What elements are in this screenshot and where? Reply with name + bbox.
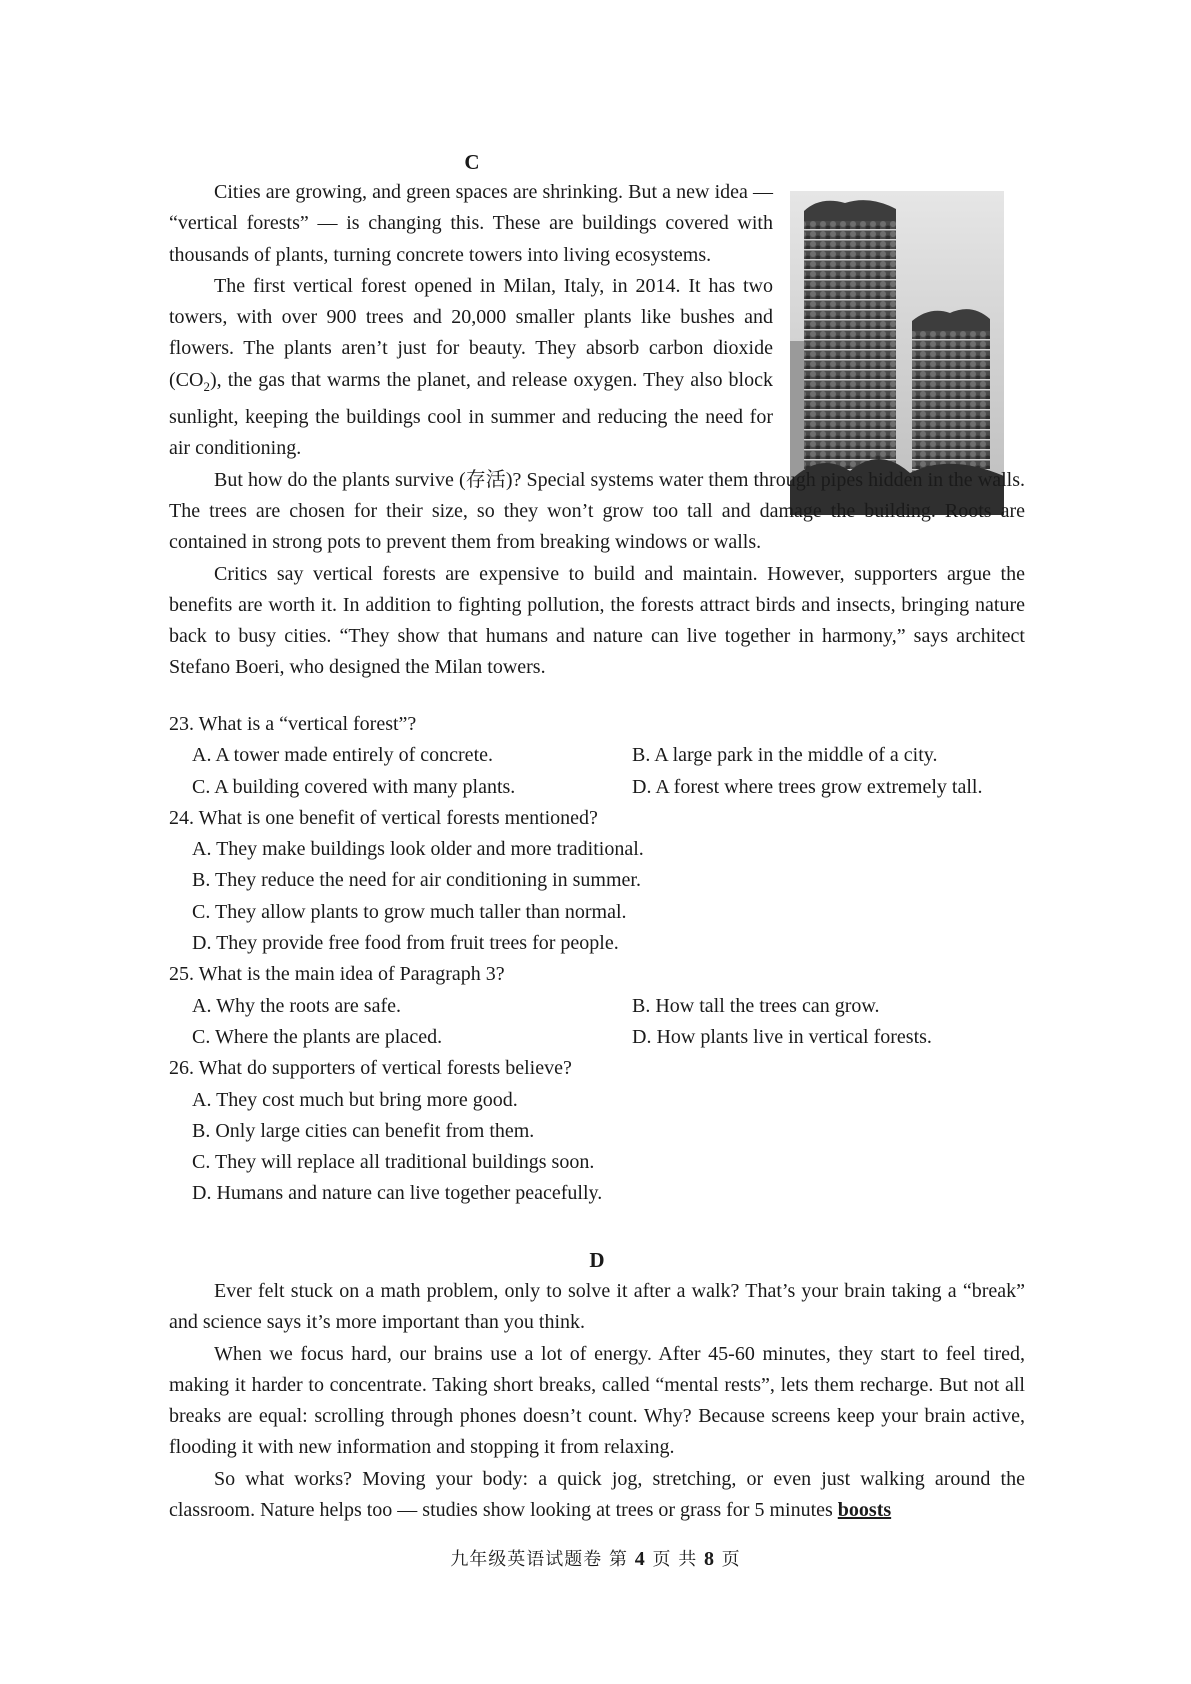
paragraph-d3-text: So what works? Moving your body: a quick jog, stretching, or even just walking around the classroom. Nature helps too — studies show looking at trees or grass for 5 minutes <box>169 1467 1025 1522</box>
option-25-b[interactable]: B. How tall the trees can grow. <box>632 994 880 1017</box>
paragraph-c1: Cities are growing, and green spaces are shrinking. But a new idea — “vertical forests” — is changing this. These are buildings covered with thousands of plants, turning concrete towers into living ecosystems. <box>169 181 773 266</box>
option-25-d[interactable]: D. How plants live in vertical forests. <box>632 1025 932 1048</box>
page-total: 8 <box>703 1548 715 1570</box>
paragraph-d2: When we focus hard, our brains use a lot of energy. After 45-60 minutes, they start to feel tired, making it harder to concentrate. Taking short breaks, called “mental rests”, lets them recharge. But not all breaks are equal: scrolling through phones doesn’t count. Why? Because screens keep your brain active, flooding it with new information and stopping it from relaxing. <box>169 1342 1025 1459</box>
paragraph-c2-text-a: The first vertical forest opened in Milan, Italy, in 2014. It has two towers, with over 900 trees and 20,000 smaller plants like bushes and flowers. The plants aren’t just for beauty. They absorb carbon dioxide (CO <box>169 274 773 391</box>
section-c-heading: C <box>464 150 480 174</box>
question-25-options-row2 <box>169 1022 1029 1053</box>
option-23-b[interactable]: B. A large park in the middle of a city. <box>632 744 938 767</box>
paragraph-c2 <box>169 271 773 465</box>
option-26-b[interactable]: B. Only large cities can benefit from them. <box>192 1119 535 1142</box>
option-24-d[interactable]: D. They provide free food from fruit trees for people. <box>192 932 619 955</box>
section-d-heading: D <box>589 1248 605 1272</box>
paragraph-d3 <box>169 1464 1025 1527</box>
question-26: 26. What do supporters of vertical forests believe? <box>169 1057 572 1080</box>
option-25-c[interactable]: C. Where the plants are placed. <box>192 1025 443 1048</box>
page-number: 4 <box>634 1548 646 1570</box>
questions-c <box>169 709 1029 1210</box>
footer-text-a: 九年级英语试题卷 第 <box>450 1549 635 1570</box>
option-26-d[interactable]: D. Humans and nature can live together peacefully. <box>192 1182 603 1205</box>
question-23: 23. What is a “vertical forest”? <box>169 713 417 735</box>
option-24-b[interactable]: B. They reduce the need for air conditioning in summer. <box>192 869 641 892</box>
paragraph-d1: Ever felt stuck on a math problem, only to solve it after a walk? That’s your brain taking a “break” and science says it’s more important than you think. <box>169 1280 1025 1334</box>
question-25-options-row1 <box>169 991 1029 1022</box>
option-24-a[interactable]: A. They make buildings look older and more traditional. <box>192 838 644 861</box>
section-d-passage <box>169 1276 1025 1526</box>
paragraph-c2-text-b: ), the gas that warms the planet, and release oxygen. They also block sunlight, keeping the buildings cool in summer and reducing the need for air conditioning. <box>169 368 773 460</box>
paragraph-c4: Critics say vertical forests are expensive to build and maintain. However, supporters argue the benefits are worth it. In addition to fighting pollution, the forests attract birds and insects, bringing nature back to busy cities. “They show that humans and nature can live together in harmony,” says architect Stefano Boeri, who designed the Milan towers. <box>169 562 1025 679</box>
footer-text-b: 页 共 <box>645 1549 704 1570</box>
co2-subscript: 2 <box>203 378 210 394</box>
question-25: 25. What is the main idea of Paragraph 3? <box>169 963 505 986</box>
option-23-c[interactable]: C. A building covered with many plants. <box>192 775 516 798</box>
word-boosts: boosts <box>837 1499 892 1522</box>
question-23-options-row2 <box>169 772 1029 803</box>
option-23-a[interactable]: A. A tower made entirely of concrete. <box>192 744 493 767</box>
option-26-c[interactable]: C. They will replace all traditional buildings soon. <box>192 1151 595 1174</box>
footer-text-c: 页 <box>714 1549 741 1570</box>
option-24-c[interactable]: C. They allow plants to grow much taller than normal. <box>192 900 627 923</box>
option-26-a[interactable]: A. They cost much but bring more good. <box>192 1088 518 1111</box>
question-24: 24. What is one benefit of vertical forests mentioned? <box>169 806 598 829</box>
section-c-passage <box>169 177 1025 684</box>
question-23-options-row1 <box>169 740 1029 771</box>
option-23-d[interactable]: D. A forest where trees grow extremely tall. <box>632 775 983 798</box>
option-25-a[interactable]: A. Why the roots are safe. <box>192 994 402 1017</box>
paragraph-c3: But how do the plants survive (存活)? Special systems water them through pipes hidden in the walls. The trees are chosen for their size, so they won’t grow too tall and damage the building. Roots are contained in strong pots to prevent them from breaking windows or walls. <box>169 468 1025 554</box>
page-footer <box>0 1545 1191 1571</box>
